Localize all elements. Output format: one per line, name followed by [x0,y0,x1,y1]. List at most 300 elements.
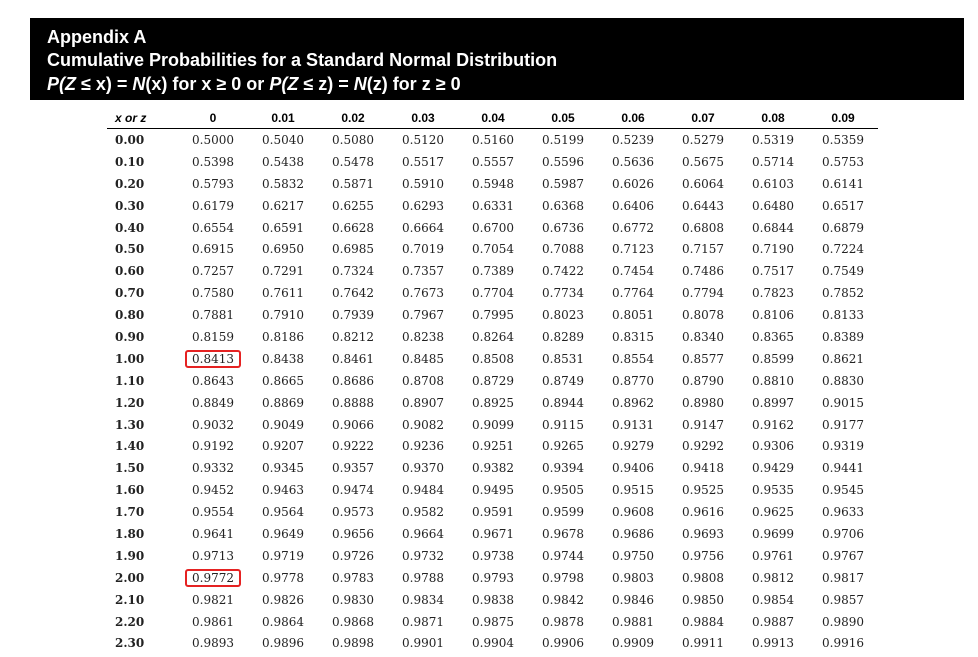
table-cell: 0.8729 [472,373,514,388]
table-cell: 0.9545 [822,483,864,498]
table-cell: 0.9890 [822,614,864,629]
table-cell: 0.8577 [682,351,724,366]
table-cell: 0.8997 [752,395,794,410]
table-cell: 0.6406 [612,198,654,213]
table-cell: 0.9713 [192,548,234,563]
table-row [107,238,878,260]
table-cell: 0.9554 [192,505,234,520]
corner-header: x or z [107,108,178,129]
table-cell: 0.7019 [402,242,444,257]
table-cell: 0.5040 [262,132,304,147]
table-row [107,501,878,523]
table-cell: 0.9279 [612,439,654,454]
table-cell: 0.8665 [262,373,304,388]
column-header: 0.05 [528,108,598,129]
table-cell: 0.9778 [262,570,304,585]
row-label: 2.10 [115,592,145,607]
table-cell: 0.9744 [542,548,584,563]
table-cell: 0.9826 [262,592,304,607]
table-cell: 0.9147 [682,417,724,432]
table-cell: 0.9732 [402,548,444,563]
table-row [107,217,878,239]
table-cell: 0.9738 [472,548,514,563]
row-label: 0.20 [115,176,145,191]
table-cell: 0.6517 [822,198,864,213]
table-cell: 0.9633 [822,505,864,520]
table-cell: 0.8461 [332,351,374,366]
table-cell: 0.7486 [682,264,724,279]
formula-part: P(Z [47,74,76,94]
table-cell: 0.9573 [332,505,374,520]
table-cell: 0.5279 [682,132,724,147]
table-cell: 0.8212 [332,329,374,344]
formula-part: (z) for z ≥ 0 [366,74,461,94]
table-cell: 0.9495 [472,483,514,498]
table-cell: 0.9887 [752,614,794,629]
table-cell: 0.9868 [332,614,374,629]
table-cell: 0.6664 [402,220,444,235]
table-cell: 0.7357 [402,264,444,279]
table-cell: 0.9332 [192,461,234,476]
table-cell: 0.8770 [612,373,654,388]
table-cell: 0.7852 [822,286,864,301]
table-cell: 0.9452 [192,483,234,498]
table-cell: 0.8106 [752,308,794,323]
column-header: 0.08 [738,108,808,129]
table-cell: 0.5000 [192,132,234,147]
table-cell: 0.9207 [262,439,304,454]
table-cell: 0.7611 [262,286,304,301]
table-cell: 0.9788 [402,570,444,585]
table-cell: 0.7517 [752,264,794,279]
table-cell: 0.9767 [822,548,864,563]
table-cell: 0.8238 [402,329,444,344]
table-cell: 0.5910 [402,176,444,191]
table-cell: 0.7704 [472,286,514,301]
table-cell: 0.7734 [542,286,584,301]
table-cell: 0.9821 [192,592,234,607]
table-cell: 0.6443 [682,198,724,213]
table-cell: 0.8264 [472,329,514,344]
table-cell: 0.6985 [332,242,374,257]
table-cell: 0.7764 [612,286,654,301]
table-cell: 0.9406 [612,461,654,476]
table-row [107,589,878,611]
table-cell: 0.8749 [542,373,584,388]
table-cell: 0.9370 [402,461,444,476]
row-label: 0.80 [115,308,145,323]
table-cell: 0.5987 [542,176,584,191]
table-cell: 0.9884 [682,614,724,629]
table-cell: 0.9649 [262,526,304,541]
table-cell: 0.8340 [682,329,724,344]
table-header-row [107,108,878,129]
table-row [107,326,878,348]
formula-part: P(Z [269,74,299,94]
table-cell: 0.9162 [752,417,794,432]
table-cell: 0.5517 [402,154,444,169]
column-header: 0.06 [598,108,668,129]
table-cell: 0.9484 [402,483,444,498]
table-cell: 0.9678 [542,526,584,541]
table-cell: 0.7549 [822,264,864,279]
table-cell: 0.9793 [472,570,514,585]
table-cell: 0.8944 [542,395,584,410]
table-cell: 0.9898 [332,636,374,651]
table-cell: 0.9857 [822,592,864,607]
table-row [107,392,878,414]
table-cell: 0.6700 [472,220,514,235]
row-label: 2.00 [115,570,145,585]
table-cell: 0.8888 [332,395,374,410]
table-cell: 0.5871 [332,176,374,191]
row-label: 0.40 [115,220,145,235]
row-label: 2.30 [115,636,145,651]
table-row [107,282,878,304]
table-cell: 0.6026 [612,176,654,191]
appendix-subtitle: Cumulative Probabilities for a Standard Normal Distribution [47,50,558,70]
table-cell: 0.8315 [612,329,654,344]
table-cell: 0.6293 [402,198,444,213]
table-cell: 0.9861 [192,614,234,629]
table-cell: 0.7291 [262,264,304,279]
row-label: 0.30 [115,198,145,213]
table-cell: 0.6879 [822,220,864,235]
table-cell: 0.8925 [472,395,514,410]
table-cell: 0.7967 [402,308,444,323]
table-cell: 0.8186 [262,329,304,344]
table-cell: 0.9878 [542,614,584,629]
table-cell: 0.9916 [822,636,864,651]
formula-part: ≤ x) = [76,74,133,94]
table-cell: 0.5753 [822,154,864,169]
table-cell: 0.9591 [472,505,514,520]
table-cell: 0.6331 [472,198,514,213]
table-cell: 0.9699 [752,526,794,541]
row-label: 1.00 [115,351,145,366]
table-cell: 0.8485 [402,351,444,366]
table-cell: 0.9913 [752,636,794,651]
column-header: 0.09 [808,108,878,129]
table-row [107,479,878,501]
table-cell: 0.8133 [822,308,864,323]
table-cell: 0.9345 [262,461,304,476]
table-cell: 0.9706 [822,526,864,541]
table-cell: 0.5359 [822,132,864,147]
row-label: 0.00 [115,132,145,147]
table-cell: 0.7673 [402,286,444,301]
table-cell: 0.9306 [752,439,794,454]
table-row [107,632,878,654]
table-cell: 0.6844 [752,220,794,235]
table-cell: 0.9236 [402,439,444,454]
table-cell: 0.7422 [542,264,584,279]
table-cell: 0.7088 [542,242,584,257]
table-row [107,260,878,282]
table-cell: 0.7224 [822,242,864,257]
table-cell: 0.9850 [682,592,724,607]
column-header: 0 [178,108,248,129]
table-cell: 0.9251 [472,439,514,454]
table-cell: 0.5080 [332,132,374,147]
column-header: 0.04 [458,108,528,129]
table-cell: 0.7794 [682,286,724,301]
table-cell [178,567,248,589]
table-cell: 0.8051 [612,308,654,323]
table-cell: 0.6480 [752,198,794,213]
table-cell: 0.6554 [192,220,234,235]
table-cell: 0.9726 [332,548,374,563]
table-cell: 0.6103 [752,176,794,191]
table-body [107,129,878,655]
table-cell: 0.9418 [682,461,724,476]
table-cell: 0.9664 [402,526,444,541]
table-cell: 0.9693 [682,526,724,541]
table-cell: 0.7389 [472,264,514,279]
table-cell: 0.9893 [192,636,234,651]
column-header: 0.02 [318,108,388,129]
formula-part: (x) for x ≥ 0 or [145,74,270,94]
table-cell: 0.6179 [192,198,234,213]
table-row [107,304,878,326]
formula-part: N [353,74,367,94]
table-cell: 0.9686 [612,526,654,541]
table-cell: 0.8621 [822,351,864,366]
table-row [107,173,878,195]
table-cell: 0.9319 [822,439,864,454]
table-cell: 0.8508 [472,351,514,366]
table-cell: 0.6217 [262,198,304,213]
table-cell: 0.9854 [752,592,794,607]
table-cell: 0.5239 [612,132,654,147]
table-cell: 0.6255 [332,198,374,213]
table-cell: 0.5319 [752,132,794,147]
table-cell: 0.9875 [472,614,514,629]
table-cell: 0.9463 [262,483,304,498]
table-cell: 0.9901 [402,636,444,651]
highlighted-value: 0.8413 [186,351,240,367]
table-row [107,151,878,173]
table-cell: 0.9896 [262,636,304,651]
table-cell: 0.9292 [682,439,724,454]
table-cell: 0.9222 [332,439,374,454]
table-cell: 0.9582 [402,505,444,520]
table-cell: 0.5675 [682,154,724,169]
formula-part: ≤ z) = [298,74,354,94]
row-label: 0.90 [115,329,145,344]
table-cell: 0.6628 [332,220,374,235]
table-cell: 0.9830 [332,592,374,607]
table-cell: 0.9049 [262,417,304,432]
table-cell: 0.6772 [612,220,654,235]
table-cell: 0.7257 [192,264,234,279]
table-cell: 0.8980 [682,395,724,410]
table-cell: 0.8289 [542,329,584,344]
table-cell: 0.9066 [332,417,374,432]
formula-line [47,73,461,95]
table-cell: 0.9564 [262,505,304,520]
table-cell: 0.7995 [472,308,514,323]
formula-part: N [132,74,146,94]
table-row [107,195,878,217]
table-cell: 0.9429 [752,461,794,476]
table-cell: 0.9177 [822,417,864,432]
row-label: 0.50 [115,242,145,257]
table-cell: 0.9394 [542,461,584,476]
table-cell: 0.6368 [542,198,584,213]
table-row [107,370,878,392]
table-cell: 0.9515 [612,483,654,498]
table-row [107,457,878,479]
row-label: 1.40 [115,439,145,454]
row-label: 1.50 [115,461,145,476]
row-label: 1.20 [115,395,145,410]
table-cell: 0.8686 [332,373,374,388]
table-cell: 0.6950 [262,242,304,257]
table-cell: 0.9032 [192,417,234,432]
table-cell: 0.9817 [822,570,864,585]
table-cell: 0.9904 [472,636,514,651]
highlighted-value: 0.9772 [186,570,240,586]
table-cell: 0.9671 [472,526,514,541]
table-cell: 0.9505 [542,483,584,498]
table-cell: 0.8159 [192,329,234,344]
table-cell: 0.8810 [752,373,794,388]
table-cell: 0.5793 [192,176,234,191]
table-cell: 0.9115 [542,417,584,432]
table-cell: 0.9616 [682,505,724,520]
table-cell: 0.9838 [472,592,514,607]
table-cell: 0.5120 [402,132,444,147]
table-cell: 0.6808 [682,220,724,235]
table-cell: 0.8554 [612,351,654,366]
table-cell: 0.5832 [262,176,304,191]
table-cell: 0.9656 [332,526,374,541]
table-cell: 0.8869 [262,395,304,410]
row-label: 1.30 [115,417,145,432]
table-cell: 0.9846 [612,592,654,607]
table-cell: 0.9909 [612,636,654,651]
table-cell: 0.8962 [612,395,654,410]
table-row [107,414,878,436]
table-row [107,435,878,457]
table-cell: 0.5714 [752,154,794,169]
normal-distribution-table [107,108,878,654]
table-row [107,129,878,151]
table-cell: 0.8438 [262,351,304,366]
table-cell: 0.5438 [262,154,304,169]
table-cell: 0.7454 [612,264,654,279]
table-cell: 0.9871 [402,614,444,629]
column-header: 0.03 [388,108,458,129]
table-cell: 0.9599 [542,505,584,520]
table-cell: 0.9881 [612,614,654,629]
row-label: 1.90 [115,548,145,563]
table-cell: 0.7157 [682,242,724,257]
table-cell: 0.6736 [542,220,584,235]
appendix-header [30,18,964,100]
table-cell: 0.7123 [612,242,654,257]
table-cell: 0.5160 [472,132,514,147]
table-cell: 0.9131 [612,417,654,432]
table-cell: 0.7939 [332,308,374,323]
table-cell: 0.9798 [542,570,584,585]
table-cell: 0.6915 [192,242,234,257]
table-cell: 0.9761 [752,548,794,563]
table-cell: 0.9441 [822,461,864,476]
table-cell: 0.9783 [332,570,374,585]
table-cell: 0.9265 [542,439,584,454]
table-cell: 0.9535 [752,483,794,498]
table-row [107,523,878,545]
row-label: 0.60 [115,264,145,279]
row-label: 1.80 [115,526,145,541]
table-cell: 0.9625 [752,505,794,520]
table-cell: 0.9641 [192,526,234,541]
table-cell: 0.7642 [332,286,374,301]
table-cell: 0.9864 [262,614,304,629]
appendix-title: Appendix A [47,27,147,47]
table-cell: 0.7823 [752,286,794,301]
table-cell: 0.9608 [612,505,654,520]
table-cell: 0.7910 [262,308,304,323]
table-cell: 0.9842 [542,592,584,607]
table-cell: 0.9382 [472,461,514,476]
row-label: 1.60 [115,483,145,498]
table-cell: 0.9192 [192,439,234,454]
table-cell: 0.5199 [542,132,584,147]
table-cell: 0.9911 [682,636,724,651]
row-label: 2.20 [115,614,145,629]
table-cell: 0.9474 [332,483,374,498]
row-label: 1.10 [115,373,145,388]
table-cell: 0.5478 [332,154,374,169]
table-cell: 0.8830 [822,373,864,388]
table-cell: 0.8599 [752,351,794,366]
table-cell: 0.9803 [612,570,654,585]
table-row [107,567,878,589]
table-row [107,348,878,370]
table-cell: 0.9719 [262,548,304,563]
table-cell: 0.7881 [192,308,234,323]
table-cell: 0.9756 [682,548,724,563]
table-cell: 0.5596 [542,154,584,169]
table-cell: 0.5398 [192,154,234,169]
table-cell: 0.5948 [472,176,514,191]
table-cell: 0.8365 [752,329,794,344]
table-cell: 0.8078 [682,308,724,323]
table-cell: 0.8849 [192,395,234,410]
table-cell: 0.9750 [612,548,654,563]
table-cell: 0.9812 [752,570,794,585]
column-header: 0.01 [248,108,318,129]
table-row [107,611,878,633]
table-cell: 0.8907 [402,395,444,410]
table-cell: 0.6141 [822,176,864,191]
table-cell: 0.9906 [542,636,584,651]
table-cell: 0.6591 [262,220,304,235]
table-cell: 0.9082 [402,417,444,432]
table-cell: 0.8389 [822,329,864,344]
table-cell: 0.7580 [192,286,234,301]
table-cell: 0.8790 [682,373,724,388]
row-label: 1.70 [115,505,145,520]
row-label: 0.10 [115,154,145,169]
table-cell: 0.5557 [472,154,514,169]
table-cell: 0.9808 [682,570,724,585]
table-cell: 0.7054 [472,242,514,257]
table-cell: 0.8643 [192,373,234,388]
